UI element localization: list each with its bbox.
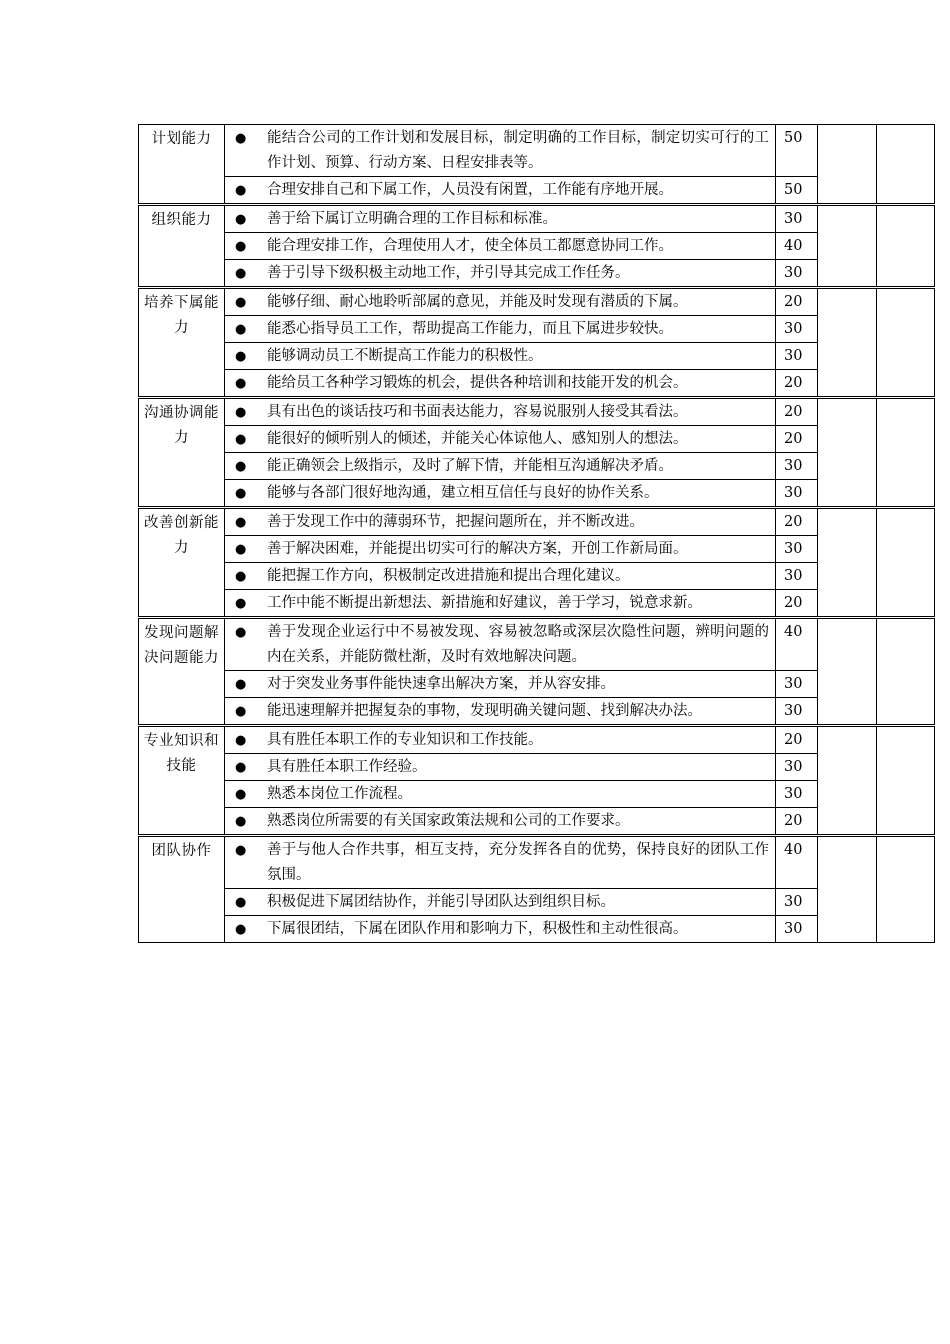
criteria-group [139, 618, 935, 726]
criterion-text: 善于与他人合作共事，相互支持，充分发挥各自的优势，保持良好的团队工作氛围。 [267, 842, 769, 883]
self-rating-cell[interactable] [818, 398, 877, 508]
table-row [139, 889, 935, 916]
score-cell: 30 [776, 453, 818, 480]
bullet-icon: ● [235, 733, 247, 748]
criterion-cell [225, 916, 776, 943]
criterion-text: 熟悉岗位所需要的有关国家政策法规和公司的工作要求。 [267, 813, 630, 829]
criterion-cell [225, 370, 776, 398]
criterion-cell [225, 260, 776, 288]
criterion-text: 能结合公司的工作计划和发展目标，制定明确的工作目标，制定切实可行的工作计划、预算、行动方案、日程安排表等。 [267, 130, 769, 171]
score-cell: 30 [776, 563, 818, 590]
criterion-text: 具有出色的谈话技巧和书面表达能力，容易说服别人接受其看法。 [267, 404, 688, 420]
bullet-icon: ● [235, 515, 247, 530]
category-cell: 组织能力 [139, 205, 225, 288]
bullet-icon: ● [235, 183, 247, 198]
self-rating-cell[interactable] [818, 726, 877, 836]
bullet-icon: ● [235, 677, 247, 692]
table-row [139, 754, 935, 781]
bullet-icon: ● [235, 432, 247, 447]
manager-rating-cell[interactable] [877, 398, 935, 508]
category-cell: 改善创新能力 [139, 508, 225, 618]
score-cell: 20 [776, 590, 818, 618]
criteria-group [139, 836, 935, 943]
criteria-group [139, 726, 935, 836]
score-cell: 30 [776, 316, 818, 343]
evaluation-table [138, 124, 935, 943]
criterion-cell [225, 125, 776, 177]
score-cell: 30 [776, 343, 818, 370]
criterion-cell [225, 177, 776, 205]
criterion-text: 善于发现企业运行中不易被发现、容易被忽略或深层次隐性问题，辨明问题的内在关系，并能防微杜渐，及时有效地解决问题。 [267, 624, 769, 665]
category-cell: 团队协作 [139, 836, 225, 943]
self-rating-cell[interactable] [818, 618, 877, 726]
criterion-cell [225, 233, 776, 260]
criteria-group [139, 398, 935, 508]
criterion-text: 积极促进下属团结协作，并能引导团队达到组织目标。 [267, 894, 615, 910]
manager-rating-cell[interactable] [877, 205, 935, 288]
table-row [139, 177, 935, 205]
bullet-icon: ● [235, 349, 247, 364]
table-row [139, 698, 935, 726]
criterion-text: 能正确领会上级指示，及时了解下情，并能相互沟通解决矛盾。 [267, 458, 673, 474]
table-row [139, 916, 935, 943]
self-rating-cell[interactable] [818, 508, 877, 618]
bullet-icon: ● [235, 843, 247, 858]
criterion-cell [225, 781, 776, 808]
criterion-text: 熟悉本岗位工作流程。 [267, 786, 412, 802]
score-cell: 50 [776, 177, 818, 205]
manager-rating-cell[interactable] [877, 508, 935, 618]
score-cell: 20 [776, 726, 818, 754]
criterion-cell [225, 536, 776, 563]
manager-rating-cell[interactable] [877, 125, 935, 205]
bullet-icon: ● [235, 405, 247, 420]
score-cell: 20 [776, 426, 818, 453]
criterion-text: 能迅速理解并把握复杂的事物，发现明确关键问题、找到解决办法。 [267, 703, 702, 719]
table-row [139, 125, 935, 177]
table-row [139, 453, 935, 480]
criterion-cell [225, 453, 776, 480]
manager-rating-cell[interactable] [877, 288, 935, 398]
bullet-icon: ● [235, 239, 247, 254]
criterion-text: 对于突发业务事件能快速拿出解决方案，并从容安排。 [267, 676, 615, 692]
table-row [139, 370, 935, 398]
score-cell: 30 [776, 916, 818, 943]
score-cell: 40 [776, 618, 818, 671]
bullet-icon: ● [235, 814, 247, 829]
score-cell: 40 [776, 233, 818, 260]
bullet-icon: ● [235, 486, 247, 501]
criterion-text: 具有胜任本职工作经验。 [267, 759, 427, 775]
table-row [139, 480, 935, 508]
bullet-icon: ● [235, 376, 247, 391]
bullet-icon: ● [235, 625, 247, 640]
category-cell: 发现问题解决问题能力 [139, 618, 225, 726]
criterion-cell [225, 426, 776, 453]
bullet-icon: ● [235, 322, 247, 337]
manager-rating-cell[interactable] [877, 618, 935, 726]
table-row [139, 563, 935, 590]
manager-rating-cell[interactable] [877, 726, 935, 836]
table-row [139, 205, 935, 233]
criterion-cell [225, 671, 776, 698]
criterion-cell [225, 343, 776, 370]
criterion-text: 能够与各部门很好地沟通，建立相互信任与良好的协作关系。 [267, 485, 659, 501]
bullet-icon: ● [235, 895, 247, 910]
bullet-icon: ● [235, 760, 247, 775]
criterion-cell [225, 808, 776, 836]
criterion-cell [225, 398, 776, 426]
bullet-icon: ● [235, 704, 247, 719]
criteria-group [139, 508, 935, 618]
criterion-text: 能很好的倾听别人的倾述，并能关心体谅他人、感知别人的想法。 [267, 431, 688, 447]
bullet-icon: ● [235, 596, 247, 611]
criterion-cell [225, 590, 776, 618]
score-cell: 30 [776, 889, 818, 916]
category-cell: 专业知识和技能 [139, 726, 225, 836]
criterion-cell [225, 480, 776, 508]
table-row [139, 233, 935, 260]
criterion-text: 善于发现工作中的薄弱环节，把握问题所在，并不断改进。 [267, 514, 644, 530]
criterion-cell [225, 698, 776, 726]
bullet-icon: ● [235, 131, 247, 146]
table-row [139, 343, 935, 370]
criterion-text: 能悉心指导员工工作，帮助提高工作能力，而且下属进步较快。 [267, 321, 673, 337]
criterion-cell [225, 726, 776, 754]
score-cell: 30 [776, 698, 818, 726]
criteria-group [139, 205, 935, 288]
criterion-text: 能合理安排工作，合理使用人才，使全体员工都愿意协同工作。 [267, 238, 673, 254]
bullet-icon: ● [235, 922, 247, 937]
score-cell: 20 [776, 288, 818, 316]
criterion-text: 能够仔细、耐心地聆听部属的意见，并能及时发现有潜质的下属。 [267, 294, 688, 310]
table-row [139, 426, 935, 453]
table-row [139, 508, 935, 536]
criterion-text: 能够调动员工不断提高工作能力的积极性。 [267, 348, 543, 364]
criterion-text: 工作中能不断提出新想法、新措施和好建议，善于学习，锐意求新。 [267, 595, 702, 611]
table-row [139, 781, 935, 808]
score-cell: 30 [776, 671, 818, 698]
criterion-text: 能把握工作方向，积极制定改进措施和提出合理化建议。 [267, 568, 630, 584]
self-rating-cell[interactable] [818, 205, 877, 288]
table-row [139, 808, 935, 836]
score-cell: 30 [776, 480, 818, 508]
self-rating-cell[interactable] [818, 125, 877, 205]
criterion-cell [225, 836, 776, 889]
criterion-text: 善于给下属订立明确合理的工作目标和标准。 [267, 211, 557, 227]
criterion-text: 下属很团结，下属在团队作用和影响力下，积极性和主动性很高。 [267, 921, 688, 937]
criteria-group [139, 125, 935, 205]
score-cell: 20 [776, 398, 818, 426]
table-row [139, 316, 935, 343]
self-rating-cell[interactable] [818, 288, 877, 398]
criterion-text: 善于解决困难，并能提出切实可行的解决方案，开创工作新局面。 [267, 541, 688, 557]
category-cell: 沟通协调能力 [139, 398, 225, 508]
criterion-cell [225, 508, 776, 536]
score-cell: 20 [776, 508, 818, 536]
category-cell: 计划能力 [139, 125, 225, 205]
criterion-text: 善于引导下级积极主动地工作，并引导其完成工作任务。 [267, 265, 630, 281]
criterion-cell [225, 754, 776, 781]
criterion-cell [225, 618, 776, 671]
score-cell: 50 [776, 125, 818, 177]
criterion-text: 合理安排自己和下属工作，人员没有闲置，工作能有序地开展。 [267, 182, 673, 198]
score-cell: 30 [776, 260, 818, 288]
table-row [139, 536, 935, 563]
bullet-icon: ● [235, 542, 247, 557]
table-row [139, 590, 935, 618]
score-cell: 30 [776, 754, 818, 781]
score-cell: 30 [776, 205, 818, 233]
table-row [139, 260, 935, 288]
score-cell: 20 [776, 370, 818, 398]
score-cell: 40 [776, 836, 818, 889]
score-cell: 20 [776, 808, 818, 836]
table-row [139, 398, 935, 426]
bullet-icon: ● [235, 295, 247, 310]
table-row [139, 836, 935, 889]
criterion-cell [225, 205, 776, 233]
table-row [139, 288, 935, 316]
bullet-icon: ● [235, 266, 247, 281]
manager-rating-cell[interactable] [877, 836, 935, 943]
criterion-cell [225, 889, 776, 916]
table-row [139, 671, 935, 698]
criterion-cell [225, 316, 776, 343]
bullet-icon: ● [235, 212, 247, 227]
criterion-cell [225, 288, 776, 316]
bullet-icon: ● [235, 569, 247, 584]
score-cell: 30 [776, 536, 818, 563]
criterion-text: 能给员工各种学习锻炼的机会，提供各种培训和技能开发的机会。 [267, 375, 688, 391]
bullet-icon: ● [235, 459, 247, 474]
table-row [139, 618, 935, 671]
table-row [139, 726, 935, 754]
score-cell: 30 [776, 781, 818, 808]
bullet-icon: ● [235, 787, 247, 802]
self-rating-cell[interactable] [818, 836, 877, 943]
criteria-group [139, 288, 935, 398]
criterion-text: 具有胜任本职工作的专业知识和工作技能。 [267, 732, 543, 748]
category-cell: 培养下属能力 [139, 288, 225, 398]
criterion-cell [225, 563, 776, 590]
